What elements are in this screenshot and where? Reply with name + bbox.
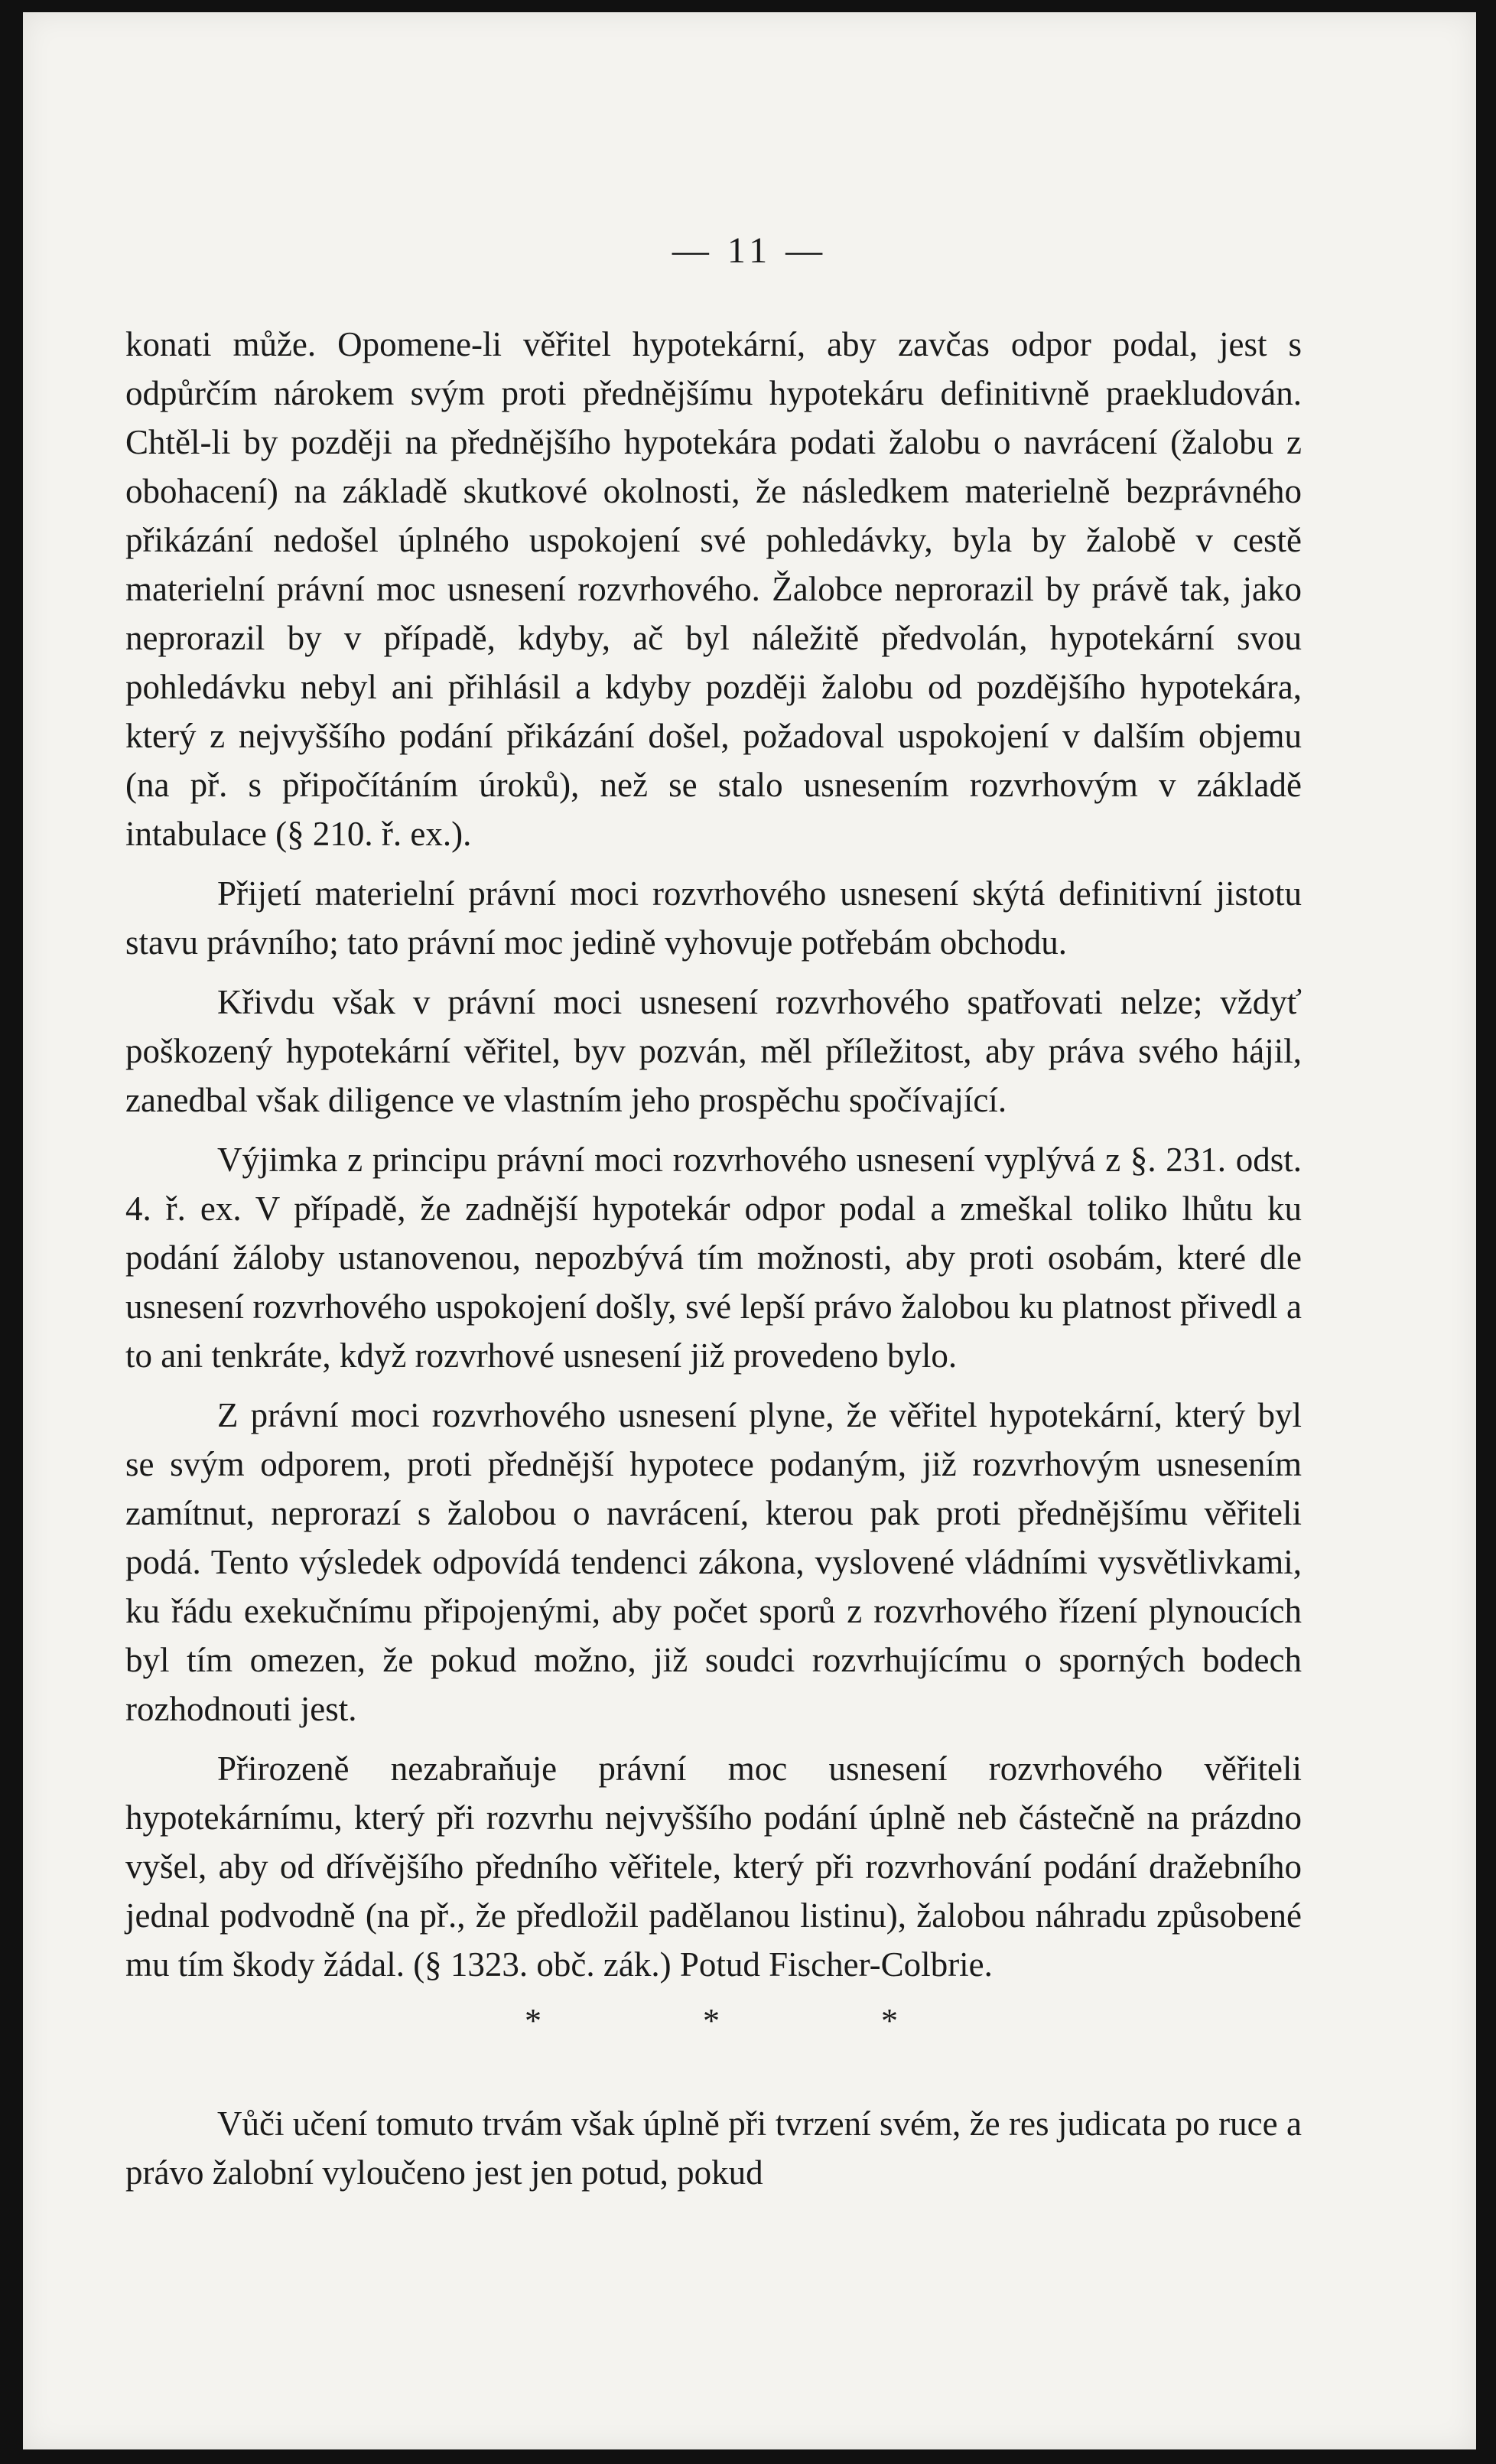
paragraph-6: Přirozeně nezabraňuje právní moc usnesení rozvrhového věřiteli hypotekárnímu, který při rozvrhu nejvyššího podání úplně neb částečně na prázdno vyšel, aby od dřívějšího předního věřitele, který při rozvrhování podání dražebního jednal podvodně (na př., že předložil padělanou listinu), žalobou náhradu způsobené mu tím škody žádal. (§ 1323. obč. zák.) Potud Fischer-Colbrie. [125, 1750, 1302, 1984]
section-separator: * * * [525, 2002, 974, 2039]
paragraph-5: Z právní moci rozvrhového usnesení plyne, že věřitel hypotekární, který byl se svým odporem, proti přednější hypotece podaným, již rozvrhovým usnesením zamítnut, neprorazí s žalobou o navrácení, kterou pak proti přednějšímu věřiteli podá. Tento výsledek odpovídá tendenci zákona, vyslovené vládními vysvětlivkami, ku řádu exekučnímu připojenými, aby počet sporů z rozvrhového řízení plynoucích byl tím omezen, že pokud možno, již soudci rozvrhujícímu o sporných bodech rozhodnouti jest. [125, 1396, 1302, 1728]
page-number: — 11 — [672, 230, 828, 271]
paragraph-2: Přijetí materielní právní moci rozvrhového usnesení skýtá definitivní jistotu stavu právního; tato právní moc jedině vyhovuje potřebám obchodu. [125, 874, 1302, 962]
paragraph-1: konati může. Opomene-li věřitel hypotekární, aby zavčas odpor podal, jest s odpůrčím nárokem svým proti přednějšímu hypotekáru definitivně praekludován. Chtěl-li by později na přednějšího hypotekára podati žalobu o navrácení (žalobu z obohacení) na základě skutkové okolnosti, že následkem materielně bezprávného přikázání nedošel úplného uspokojení své pohledávky, byla by žalobě v cestě materielní právní moc usnesení rozvrhového. Žalobce neprorazil by právě tak, jako neprorazil by v případě, kdyby, ač byl náležitě předvolán, hypotekární svou pohledávku nebyl ani přihlásil a kdyby později žalobu od pozdějšího hypotekára, který z nejvyššího podání přikázání došel, požadoval uspokojení v dalším objemu (na př. s připočítáním úroků), než se stalo usnesením rozvrhovým v základě intabulace (§ 210. ř. ex.). [125, 325, 1302, 853]
continuation-text [125, 2099, 1302, 2197]
paragraph-4: Výjimka z principu právní moci rozvrhového usnesení vyplývá z §. 231. odst. 4. ř. ex. V případě, že zadnější hypotekár odpor podal a zmeškal toliko lhůtu ku podání žáloby ustanovenou, nepozbývá tím možnosti, aby proti osobám, které dle usnesení rozvrhového uspokojení došly, své lepší právo žalobou ku platnost přivedl a to ani tenkráte, když rozvrhové usnesení již provedeno bylo. [125, 1141, 1302, 1375]
paragraph-7: Vůči učení tomuto trvám však úplně při tvrzení svém, že res judicata po ruce a právo žalobní vyloučeno jest jen potud, pokud [125, 2104, 1302, 2192]
book-page [23, 12, 1476, 2449]
paragraph-3: Křivdu však v právní moci usnesení rozvrhového spatřovati nelze; vždyť poškozený hypotekární věřitel, byv pozván, měl příležitost, aby práva svého hájil, zanedbal však diligence ve vlastním jeho prospěchu spočívající. [125, 983, 1302, 1119]
main-text [125, 320, 1302, 1989]
